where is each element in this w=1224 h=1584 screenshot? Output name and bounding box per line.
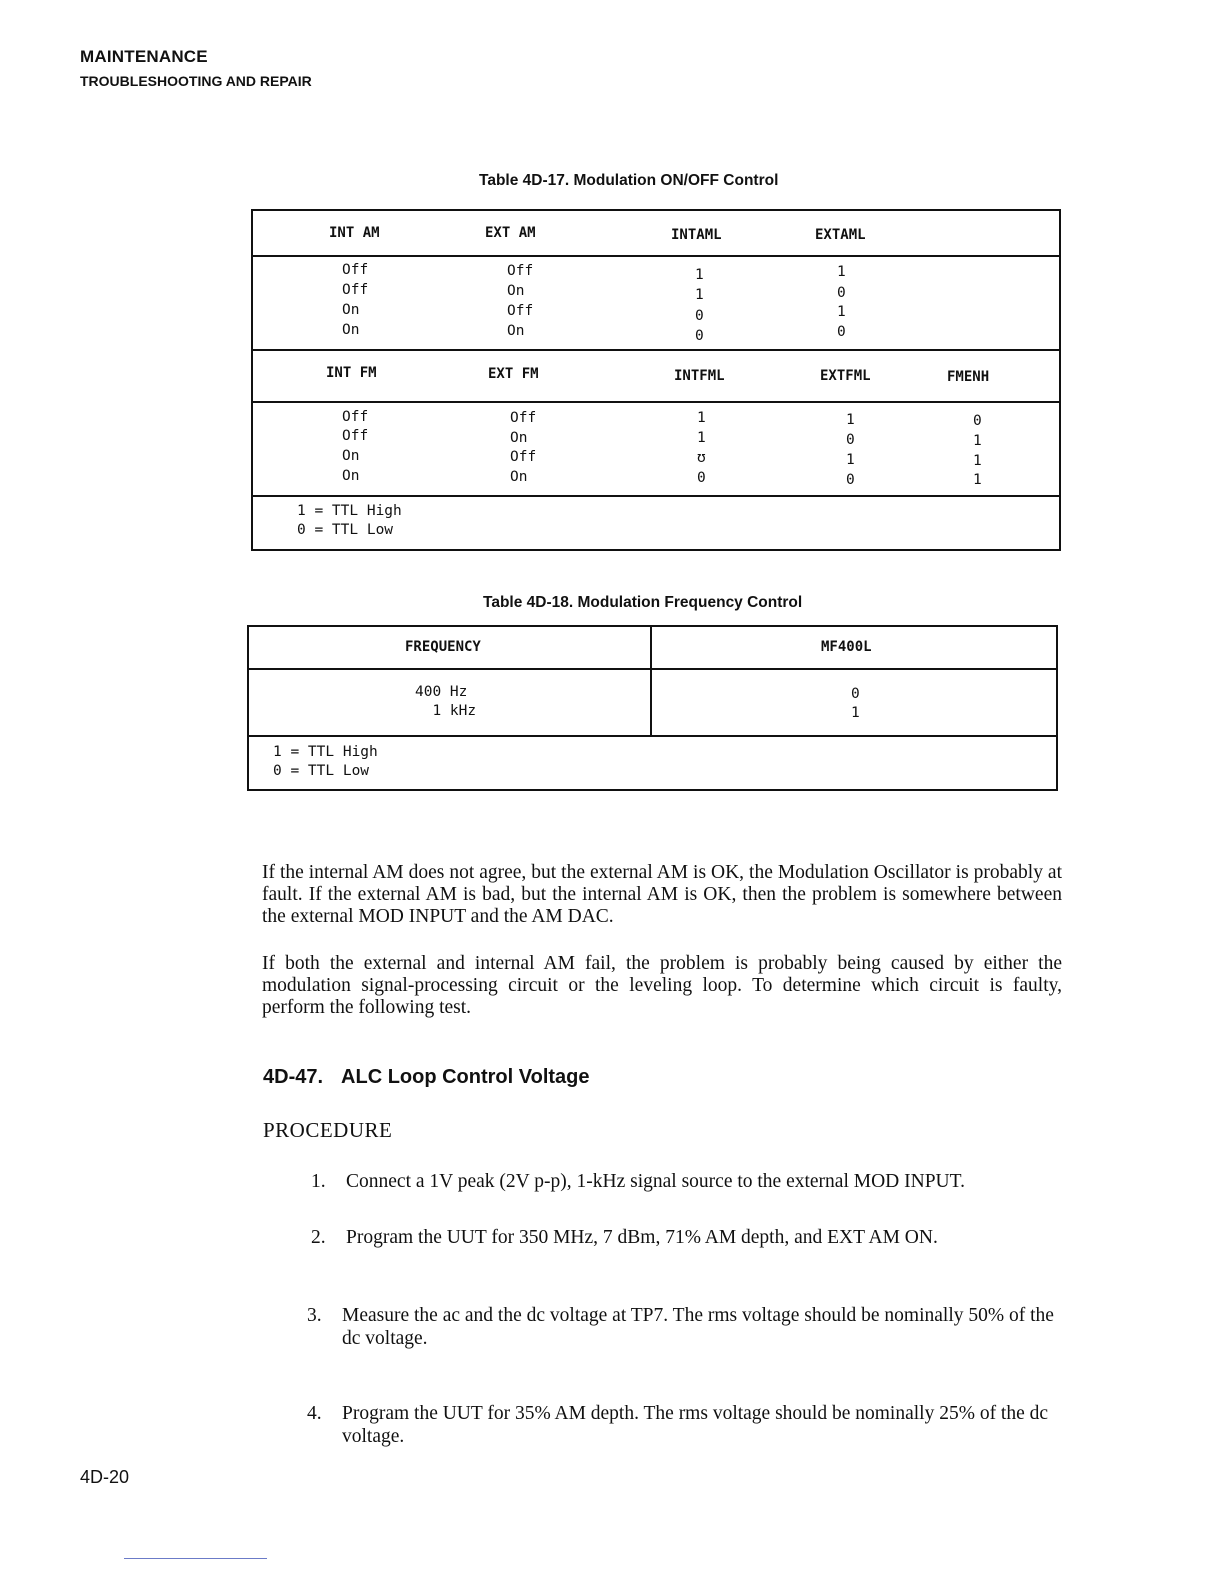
table-header-frequency: FREQUENCY: [405, 639, 481, 655]
table-legend: 0 = TTL Low: [297, 522, 394, 538]
table-cell: 0: [846, 432, 855, 448]
step-text: Connect a 1V peak (2V p-p), 1-kHz signal source to the external MOD INPUT.: [346, 1171, 965, 1192]
table-divider: [650, 627, 652, 735]
step-text: Measure the ac and the dc voltage at TP7. The rms voltage should be nominally 50% of the dc voltage.: [342, 1305, 1054, 1349]
table-cell: 1: [695, 267, 704, 283]
table-divider: [253, 349, 1059, 351]
table-cell: 0: [695, 308, 704, 324]
table-cell: 1: [837, 304, 846, 320]
table-cell: On: [342, 302, 360, 318]
step-text: Program the UUT for 350 MHz, 7 dBm, 71% AM depth, and EXT AM ON.: [346, 1227, 938, 1248]
table-header-int-am: INT AM: [329, 225, 380, 241]
table-header-mf400l: MF400L: [821, 639, 872, 655]
table-cell: Off: [342, 428, 369, 444]
table-legend: 1 = TTL High: [273, 744, 378, 760]
table-cell: 1: [697, 430, 706, 446]
table-divider: [253, 255, 1059, 257]
table-divider: [249, 735, 1056, 737]
table-cell: On: [342, 468, 360, 484]
table-legend: 0 = TTL Low: [273, 763, 370, 779]
table-18-caption: Table 4D-18. Modulation Frequency Control: [483, 594, 803, 611]
step-number: 1.: [311, 1171, 326, 1192]
header-subsection: TROUBLESHOOTING AND REPAIR: [80, 73, 312, 89]
table-cell: Off: [342, 262, 369, 278]
table-header-extaml: EXTAML: [815, 227, 866, 243]
table-cell: 0: [851, 686, 860, 702]
step-text: Program the UUT for 35% AM depth. The rms voltage should be nominally 25% of the dc voltage.: [342, 1403, 1049, 1447]
table-cell: Off: [507, 303, 534, 319]
table-cell: On: [507, 323, 525, 339]
table-divider: [249, 668, 1056, 670]
table-cell: On: [342, 448, 360, 464]
header-section: MAINTENANCE: [80, 47, 208, 66]
table-divider: [253, 401, 1059, 403]
table-17-caption: Table 4D-17. Modulation ON/OFF Control: [479, 172, 779, 189]
paragraph-am-fail: If both the external and internal AM fail, the problem is probably being caused by either the modulation signal-processing circuit or the leveling loop. To determine which circuit is faulty, perform the following test.: [262, 953, 1062, 1018]
table-header-ext-am: EXT AM: [485, 225, 536, 241]
table-cell: On: [507, 283, 525, 299]
step-number: 4.: [307, 1403, 322, 1424]
table-cell: 1 kHz: [415, 703, 477, 719]
table-divider: [253, 495, 1059, 497]
table-cell: On: [510, 430, 528, 446]
table-cell: 1: [846, 452, 855, 468]
table-cell: 0: [837, 324, 846, 340]
table-cell: Off: [507, 263, 534, 279]
table-cell: 1: [973, 453, 982, 469]
table-header-extfml: EXTFML: [820, 368, 871, 384]
table-header-ext-fm: EXT FM: [488, 366, 539, 382]
table-cell: 0: [846, 472, 855, 488]
table-17: [251, 209, 1061, 551]
table-cell: On: [342, 322, 360, 338]
table-cell: 1: [846, 412, 855, 428]
table-18: [247, 625, 1058, 791]
table-cell: 1: [837, 264, 846, 280]
section-title: ALC Loop Control Voltage: [341, 1066, 590, 1088]
table-cell: 1: [973, 472, 982, 488]
table-header-int-fm: INT FM: [326, 365, 377, 381]
step-number: 2.: [311, 1227, 326, 1248]
table-cell: 0: [837, 285, 846, 301]
page-number: 4D-20: [80, 1467, 130, 1487]
step-number: 3.: [307, 1305, 322, 1326]
table-cell: Off: [510, 410, 537, 426]
table-cell: Off: [342, 409, 369, 425]
table-header-intaml: INTAML: [671, 227, 722, 243]
footer-rule: [124, 1558, 267, 1559]
table-cell: Off: [342, 282, 369, 298]
section-number: 4D-47.: [263, 1066, 324, 1088]
table-cell: 1: [695, 287, 704, 303]
table-header-intfml: INTFML: [674, 368, 725, 384]
table-cell: 1: [697, 410, 706, 426]
table-legend: 1 = TTL High: [297, 503, 402, 519]
table-cell: 0: [697, 470, 706, 486]
procedure-label: PROCEDURE: [263, 1118, 393, 1142]
section-heading: [263, 1066, 590, 1089]
table-cell: 400 Hz: [415, 684, 468, 700]
table-cell: ʊ: [697, 450, 706, 466]
table-cell: On: [510, 469, 528, 485]
table-cell: 0: [973, 413, 982, 429]
table-cell: 1: [973, 433, 982, 449]
table-header-fmenh: FMENH: [947, 369, 990, 385]
table-cell: 0: [695, 328, 704, 344]
table-cell: Off: [510, 449, 537, 465]
paragraph-internal-am: If the internal AM does not agree, but the external AM is OK, the Modulation Oscillator is probably at fault. If the external AM is bad, but the internal AM is OK, then the problem is somewhere between the external MOD INPUT and the AM DAC.: [262, 862, 1062, 927]
table-cell: 1: [851, 705, 860, 721]
